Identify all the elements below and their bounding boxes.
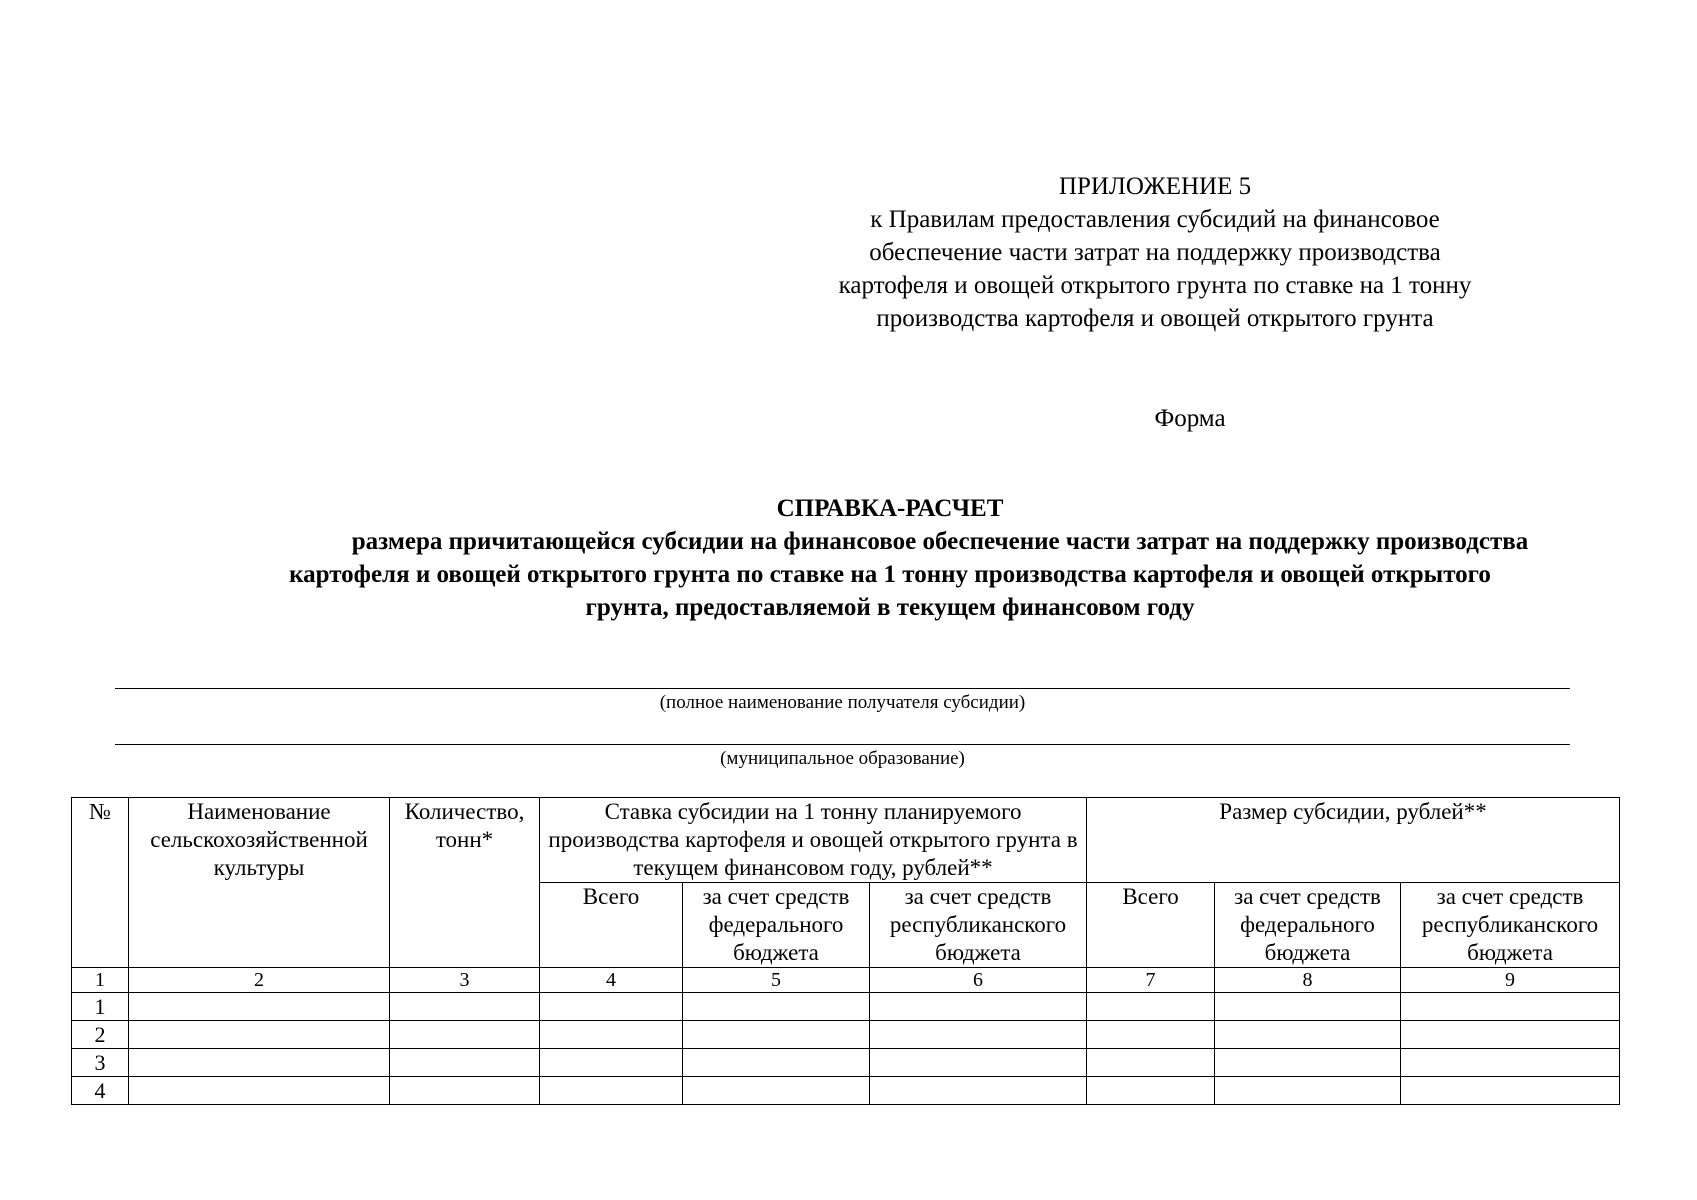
header-rate-group: Ставка субсидии на 1 тонну планируемого производства картофеля и овощей открытого грунта в текущем финансовом году, рублей** — [540, 798, 1087, 883]
municipality-caption: (муниципальное образование) — [720, 748, 965, 769]
cell-rate-federal[interactable] — [683, 1049, 870, 1077]
cell-rate-republican[interactable] — [870, 1077, 1087, 1105]
cell-crop-name[interactable] — [129, 1077, 390, 1105]
appendix-line: к Правилам предоставления субсидий на финансовое — [870, 206, 1440, 233]
recipient-name-line[interactable] — [115, 688, 1570, 689]
column-number: 5 — [683, 968, 870, 993]
cell-quantity[interactable] — [390, 1021, 540, 1049]
header-row — [72, 798, 1620, 883]
row-number: 2 — [72, 1021, 129, 1049]
title-line: картофеля и овощей открытого грунта по ставке на 1 тонну производства картофеля и овощей открытого — [289, 561, 1491, 588]
column-number: 1 — [72, 968, 129, 993]
row-number: 1 — [72, 993, 129, 1021]
table-row — [72, 1077, 1620, 1105]
column-number: 4 — [540, 968, 683, 993]
cell-rate-republican[interactable] — [870, 1021, 1087, 1049]
cell-quantity[interactable] — [390, 993, 540, 1021]
cell-rate-federal[interactable] — [683, 993, 870, 1021]
subsidy-calculation-table — [71, 797, 1620, 1105]
table-row — [72, 1021, 1620, 1049]
municipality-line[interactable] — [115, 744, 1570, 745]
table-row — [72, 993, 1620, 1021]
row-number: 4 — [72, 1077, 129, 1105]
cell-rate-total[interactable] — [540, 1021, 683, 1049]
cell-size-republican[interactable] — [1401, 1021, 1620, 1049]
title-line: размера причитающейся субсидии на финансовое обеспечение части затрат на поддержку производства — [351, 528, 1529, 555]
cell-rate-total[interactable] — [540, 993, 683, 1021]
cell-quantity[interactable] — [390, 1049, 540, 1077]
title-heading: СПРАВКА-РАСЧЕТ — [776, 495, 1004, 522]
header-number: № — [72, 798, 129, 968]
row-number: 3 — [72, 1049, 129, 1077]
header-quantity: Количество, тонн* — [390, 798, 540, 968]
header-size-republican: за счет средств республиканского бюджета — [1401, 883, 1620, 968]
cell-quantity[interactable] — [390, 1077, 540, 1105]
cell-rate-federal[interactable] — [683, 1077, 870, 1105]
header-rate-federal: за счет средств федерального бюджета — [683, 883, 870, 968]
appendix-line: производства картофеля и овощей открытого грунта — [876, 305, 1434, 332]
column-number: 8 — [1215, 968, 1401, 993]
header-size-group: Размер субсидии, рублей** — [1087, 798, 1620, 883]
cell-size-total[interactable] — [1087, 1049, 1215, 1077]
title-line: грунта, предоставляемой в текущем финансовом году — [585, 594, 1195, 621]
header-size-total: Всего — [1087, 883, 1215, 968]
cell-size-total[interactable] — [1087, 993, 1215, 1021]
cell-size-federal[interactable] — [1215, 1077, 1401, 1105]
cell-rate-total[interactable] — [540, 1077, 683, 1105]
cell-crop-name[interactable] — [129, 1049, 390, 1077]
column-number: 3 — [390, 968, 540, 993]
cell-rate-total[interactable] — [540, 1049, 683, 1077]
cell-crop-name[interactable] — [129, 993, 390, 1021]
document-title — [150, 492, 1630, 624]
recipient-caption: (полное наименование получателя субсидии) — [659, 692, 1026, 713]
appendix-line: обеспечение части затрат на поддержку производства — [869, 239, 1441, 266]
header-rate-total: Всего — [540, 883, 683, 968]
cell-rate-federal[interactable] — [683, 1021, 870, 1049]
cell-size-total[interactable] — [1087, 1021, 1215, 1049]
appendix-line: картофеля и овощей открытого грунта по ставке на 1 тонну — [838, 272, 1472, 299]
column-number: 2 — [129, 968, 390, 993]
cell-size-total[interactable] — [1087, 1077, 1215, 1105]
cell-rate-republican[interactable] — [870, 1049, 1087, 1077]
form-label: Форма — [1154, 405, 1226, 432]
cell-crop-name[interactable] — [129, 1021, 390, 1049]
column-number: 9 — [1401, 968, 1620, 993]
column-number: 6 — [870, 968, 1087, 993]
cell-size-republican[interactable] — [1401, 1049, 1620, 1077]
cell-size-federal[interactable] — [1215, 1049, 1401, 1077]
header-size-federal: за счет средств федерального бюджета — [1215, 883, 1401, 968]
column-number-row — [72, 968, 1620, 993]
cell-size-federal[interactable] — [1215, 993, 1401, 1021]
cell-rate-republican[interactable] — [870, 993, 1087, 1021]
table-row — [72, 1049, 1620, 1077]
appendix-line: ПРИЛОЖЕНИЕ 5 — [1058, 173, 1252, 200]
appendix-header — [800, 170, 1510, 335]
cell-size-republican[interactable] — [1401, 1077, 1620, 1105]
cell-size-republican[interactable] — [1401, 993, 1620, 1021]
header-crop-name: Наименование сельскохозяйственной культуры — [129, 798, 390, 968]
cell-size-federal[interactable] — [1215, 1021, 1401, 1049]
header-rate-republican: за счет средств республиканского бюджета — [870, 883, 1087, 968]
column-number: 7 — [1087, 968, 1215, 993]
